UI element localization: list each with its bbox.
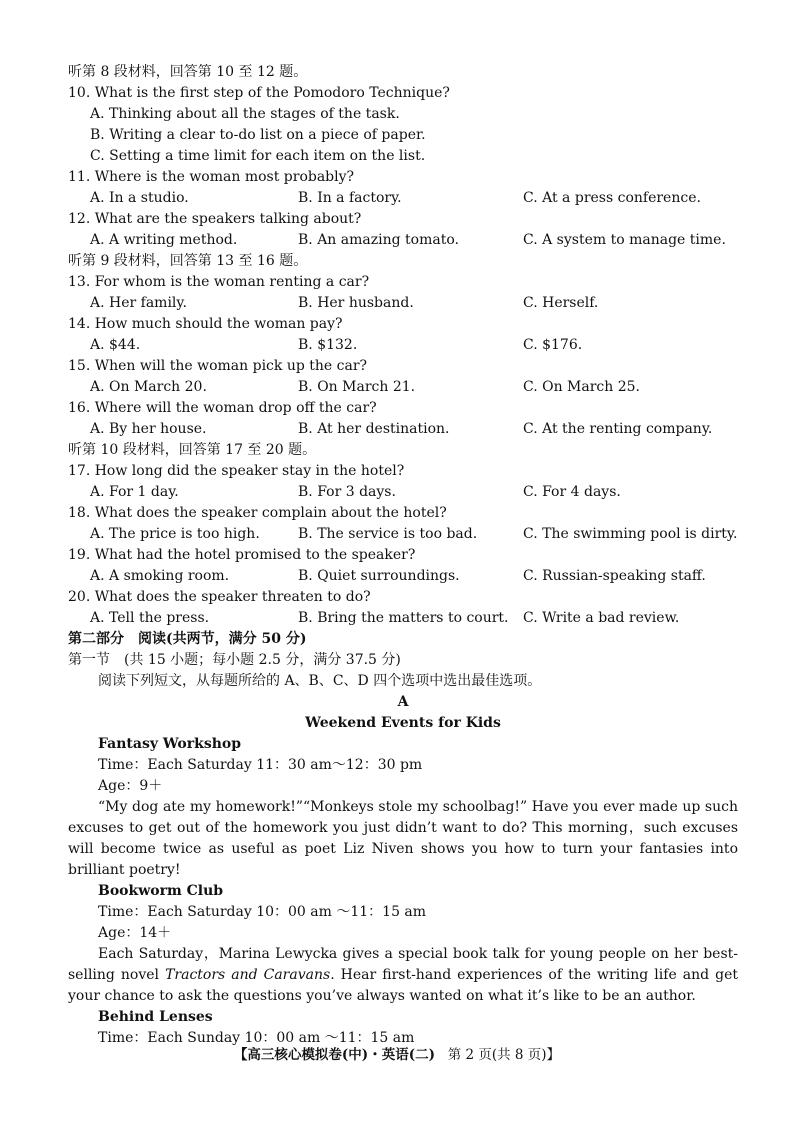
option-19c: C. Russian-speaking staff. <box>523 568 706 584</box>
question-15: 15. When will the woman pick up the car? <box>68 358 368 374</box>
option-16a: A. By her house. <box>90 421 207 437</box>
option-18a: A. The price is too high. <box>90 526 260 542</box>
question-18: 18. What does the speaker complain about the hotel? <box>68 505 447 521</box>
event-time-fantasy-workshop: Time：Each Saturday 11：30 am～12：30 pm <box>98 757 423 773</box>
footer-title: 【高三核心模拟卷(中)・英语(二) <box>233 1047 435 1063</box>
option-10b: B. Writing a clear to-do list on a piece of paper. <box>90 127 426 143</box>
option-12a: A. A writing method. <box>90 232 238 248</box>
option-20c: C. Write a bad review. <box>523 610 680 626</box>
options-12 <box>68 230 738 251</box>
option-10c: C. Setting a time limit for each item on the list. <box>90 148 426 164</box>
section-intro-9: 听第 9 段材料，回答第 13 至 16 题。 <box>68 253 308 269</box>
option-14b: B. $132. <box>298 337 358 353</box>
exam-page <box>68 62 738 1049</box>
event-time-bookworm-club: Time：Each Saturday 10：00 am ～11：15 am <box>98 904 427 920</box>
option-18c: C. The swimming pool is dirty. <box>523 526 738 542</box>
question-13: 13. For whom is the woman renting a car? <box>68 274 370 290</box>
question-14: 14. How much should the woman pay? <box>68 316 343 332</box>
options-11 <box>68 188 738 209</box>
options-20 <box>68 608 738 629</box>
option-19b: B. Quiet surroundings. <box>298 568 460 584</box>
option-13c: C. Herself. <box>523 295 599 311</box>
question-20: 20. What does the speaker threaten to do? <box>68 589 371 605</box>
part2-title: 第二部分 阅读(共两节，满分 50 分) <box>68 631 307 647</box>
event-description-fantasy-workshop: “My dog ate my homework!”“Monkeys stole my schoolbag!” Have you ever made up such excuses to get out of the homework you just didn’t want to do? This morning，such excuses will become twice as useful as poet Liz Niven shows you how to turn your fantasies into brilliant poetry! <box>68 799 738 878</box>
options-16 <box>68 419 738 440</box>
option-17a: A. For 1 day. <box>90 484 179 500</box>
options-15 <box>68 377 738 398</box>
option-10a: A. Thinking about all the stages of the task. <box>90 106 400 122</box>
event-age-fantasy-workshop: Age：9＋ <box>98 778 163 794</box>
options-19 <box>68 566 738 587</box>
page-footer <box>0 1043 794 1063</box>
section1-title: 第一节 (共 15 小题；每小题 2.5 分，满分 37.5 分) <box>68 652 401 668</box>
passage-title: Weekend Events for Kids <box>305 715 501 731</box>
option-15c: C. On March 25. <box>523 379 641 395</box>
event-age-bookworm-club: Age：14＋ <box>98 925 172 941</box>
event-title-behind-lenses: Behind Lenses <box>98 1009 213 1025</box>
option-17c: C. For 4 days. <box>523 484 621 500</box>
question-17: 17. How long did the speaker stay in the hotel? <box>68 463 405 479</box>
event-time-behind-lenses: Time：Each Sunday 10：00 am ～11：15 am <box>98 1030 415 1046</box>
option-20b: B. Bring the matters to court. <box>298 610 509 626</box>
option-16b: B. At her destination. <box>298 421 450 437</box>
desc-text-start: Each Saturday，Marina Lewycka gives a special book talk for young people on her best-selling novel <box>68 946 738 983</box>
option-16c: C. At the renting company. <box>523 421 713 437</box>
event-title-bookworm-club: Bookworm Club <box>98 883 224 899</box>
option-14a: A. $44. <box>90 337 141 353</box>
option-15a: A. On March 20. <box>90 379 207 395</box>
section-intro-10: 听第 10 段材料，回答第 17 至 20 题。 <box>68 442 317 458</box>
novel-title: Tractors and Caravans <box>165 967 331 983</box>
footer-page-number: 第 2 页(共 8 页)】 <box>447 1047 561 1063</box>
option-17b: B. For 3 days. <box>298 484 396 500</box>
option-11c: C. At a press conference. <box>523 190 701 206</box>
event-description-bookworm-club <box>68 944 738 1007</box>
option-12b: B. An amazing tomato. <box>298 232 459 248</box>
option-20a: A. Tell the press. <box>90 610 210 626</box>
option-13a: A. Her family. <box>90 295 187 311</box>
options-14 <box>68 335 738 356</box>
section-intro-8: 听第 8 段材料，回答第 10 至 12 题。 <box>68 64 308 80</box>
reading-instruction: 阅读下列短文，从每题所给的 A、B、C、D 四个选项中选出最佳选项。 <box>98 673 542 689</box>
option-14c: C. $176. <box>523 337 583 353</box>
options-17 <box>68 482 738 503</box>
option-13b: B. Her husband. <box>298 295 414 311</box>
event-title-fantasy-workshop: Fantasy Workshop <box>98 736 242 752</box>
question-12: 12. What are the speakers talking about? <box>68 211 362 227</box>
question-19: 19. What had the hotel promised to the speaker? <box>68 547 416 563</box>
options-13 <box>68 293 738 314</box>
option-11b: B. In a factory. <box>298 190 402 206</box>
option-15b: B. On March 21. <box>298 379 416 395</box>
passage-letter: A <box>397 694 409 710</box>
question-11: 11. Where is the woman most probably? <box>68 169 355 185</box>
options-18 <box>68 524 738 545</box>
option-12c: C. A system to manage time. <box>523 232 726 248</box>
desc-text-end: . Hear first-hand experiences of the writing life and get your chance to ask the questions you’ve always wanted on what it’s like to be an author. <box>68 967 738 1004</box>
option-18b: B. The service is too bad. <box>298 526 478 542</box>
option-19a: A. A smoking room. <box>90 568 230 584</box>
option-11a: A. In a studio. <box>90 190 189 206</box>
question-10: 10. What is the first step of the Pomodoro Technique? <box>68 85 450 101</box>
question-16: 16. Where will the woman drop off the car? <box>68 400 377 416</box>
